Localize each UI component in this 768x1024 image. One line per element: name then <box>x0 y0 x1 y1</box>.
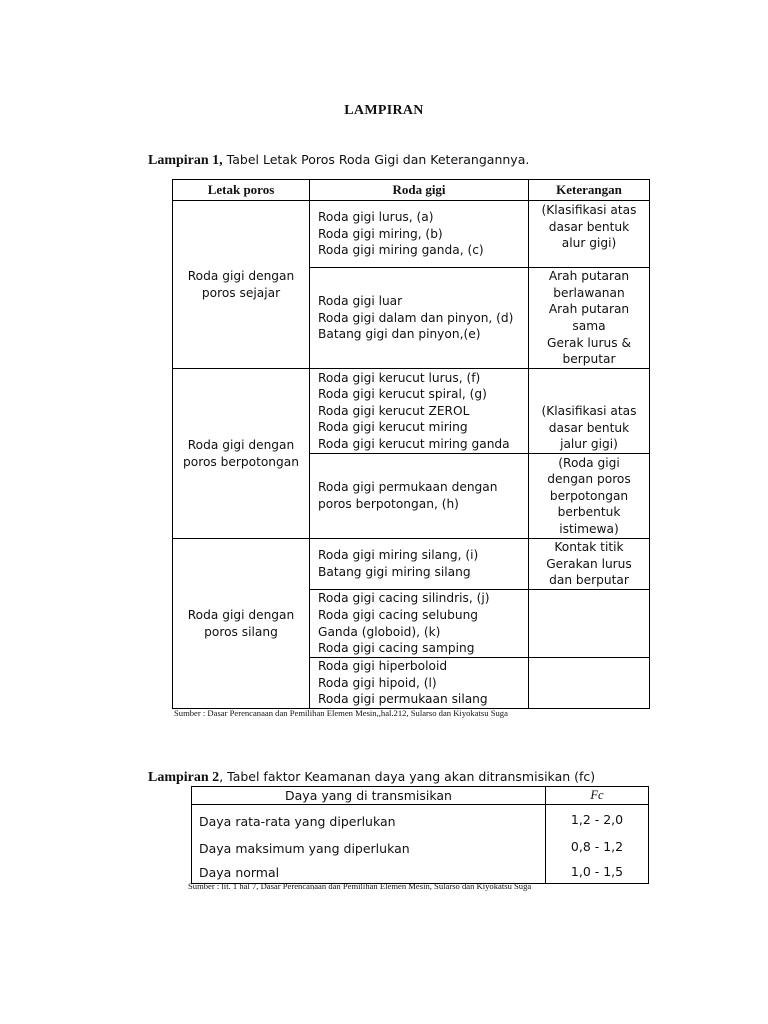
table-row <box>173 369 650 454</box>
lampiran-2-caption-text: , Tabel faktor Keamanan daya yang akan ditransmisikan (fc) <box>219 769 596 784</box>
page-title: LAMPIRAN <box>344 103 424 118</box>
roda-gigi-line: Roda gigi miring silang, (i) <box>318 548 479 563</box>
roda-gigi-cell <box>310 268 529 369</box>
daya-name: Daya rata-rata yang diperlukan <box>199 813 396 829</box>
roda-gigi-cell <box>310 201 529 268</box>
daya-name-cell <box>192 833 546 860</box>
letak-poros-cell <box>173 539 310 709</box>
keterangan-line: (Roda gigi <box>558 455 620 470</box>
lampiran-1-label: Lampiran 1, <box>148 153 223 168</box>
roda-gigi-line: Roda gigi kerucut ZEROL <box>318 403 470 418</box>
roda-gigi-line: Roda gigi cacing silindris, (j) <box>318 591 490 606</box>
keterangan-cell <box>529 454 650 539</box>
fc-value: 0,8 - 1,2 <box>570 839 624 854</box>
fc-value: 1,0 - 1,5 <box>570 864 624 879</box>
fc-value-cell <box>546 833 649 860</box>
roda-gigi-line: poros berpotongan, (h) <box>318 497 459 511</box>
keterangan-line: dengan poros <box>547 472 631 487</box>
header-keterangan: Keterangan <box>529 180 650 201</box>
keterangan-line: dasar bentuk <box>548 219 630 234</box>
header-daya: Daya yang di transmisikan <box>192 787 546 805</box>
table-header-row <box>173 180 650 201</box>
lampiran-1-caption-text: Tabel Letak Poros Roda Gigi dan Keterangannya. <box>222 152 530 167</box>
roda-gigi-cell <box>310 539 529 590</box>
keterangan-cell <box>529 268 650 369</box>
keterangan-line: berbentuk <box>557 505 621 520</box>
lampiran-2-label: Lampiran 2 <box>148 770 220 785</box>
roda-gigi-line: Roda gigi kerucut miring <box>318 420 468 435</box>
keterangan-line: Gerak lurus & <box>547 335 631 350</box>
lampiran-2-source: Sumber : lit. 1 hal 7, Dasar Perencanaan dan Pemilihan Elemen Mesin, Sularso dan Kiyokatsu Suga <box>188 881 532 891</box>
keterangan-cell <box>529 539 650 590</box>
gear-axis-table <box>172 179 650 709</box>
roda-gigi-line: Roda gigi kerucut spiral, (g) <box>318 387 487 402</box>
header-letak-poros: Letak poros <box>173 180 310 201</box>
lampiran-1-caption <box>148 152 529 169</box>
roda-gigi-line: Roda gigi permukaan silang <box>318 692 488 707</box>
keterangan-line: dan berputar <box>549 573 629 588</box>
letak-poros-line: Roda gigi dengan <box>187 268 295 283</box>
keterangan-line: Kontak titik <box>554 540 624 555</box>
roda-gigi-line: Roda gigi hipoid, (l) <box>318 675 437 690</box>
table-row <box>192 833 649 860</box>
keterangan-line: berputar <box>562 352 616 367</box>
safety-factor-table <box>191 786 649 884</box>
keterangan-cell-empty <box>529 658 650 709</box>
letak-poros-cell <box>173 369 310 539</box>
letak-poros-line: poros berpotongan <box>183 454 299 469</box>
roda-gigi-line: Batang gigi dan pinyon,(e) <box>318 327 481 342</box>
keterangan-line: istimewa) <box>559 521 619 536</box>
keterangan-line: Arah putaran <box>548 269 630 284</box>
lampiran-1-source: Sumber : Dasar Perencanaan dan Pemilihan Elemen Mesin,,hal.212, Sularso dan Kiyokatsu Suga <box>174 708 508 718</box>
keterangan-line: alur gigi) <box>561 236 617 251</box>
letak-poros-line: poros silang <box>204 624 278 639</box>
table-row <box>173 539 650 590</box>
roda-gigi-line: Roda gigi dalam dan pinyon, (d) <box>318 310 514 325</box>
roda-gigi-cell <box>310 590 529 658</box>
roda-gigi-cell <box>310 369 529 454</box>
keterangan-cell <box>529 201 650 268</box>
table-row <box>173 201 650 268</box>
fc-value: 1,2 - 2,0 <box>570 811 624 827</box>
letak-poros-line: Roda gigi dengan <box>187 607 295 622</box>
header-fc: Fc <box>546 787 649 805</box>
roda-gigi-line: Roda gigi cacing selubung <box>318 607 479 622</box>
roda-gigi-line: Roda gigi cacing samping <box>318 641 475 656</box>
letak-poros-cell <box>173 201 310 369</box>
lampiran-2-caption <box>148 769 595 786</box>
keterangan-cell <box>529 369 650 454</box>
keterangan-line: berlawanan <box>553 285 625 300</box>
keterangan-line: (Klasifikasi atas <box>541 203 637 217</box>
roda-gigi-line: Batang gigi miring silang <box>318 565 471 579</box>
daya-name-cell <box>192 860 546 884</box>
roda-gigi-cell <box>310 454 529 539</box>
roda-gigi-line: Roda gigi kerucut miring ganda <box>318 436 510 451</box>
keterangan-line: dasar bentuk <box>548 420 630 435</box>
roda-gigi-line: Ganda (globoid), (k) <box>318 624 441 639</box>
header-roda-gigi: Roda gigi <box>310 180 529 201</box>
keterangan-line: sama <box>572 319 606 333</box>
keterangan-cell-empty <box>529 590 650 658</box>
roda-gigi-line: Roda gigi miring ganda, (c) <box>318 243 484 258</box>
fc-value-cell <box>546 860 649 884</box>
keterangan-line: jalur gigi) <box>560 437 618 452</box>
letak-poros-line: poros sejajar <box>201 285 281 300</box>
daya-name-cell <box>192 805 546 834</box>
roda-gigi-line: Roda gigi miring, (b) <box>318 226 443 241</box>
keterangan-line: Arah putaran <box>548 302 630 317</box>
roda-gigi-line: Roda gigi luar <box>318 294 403 309</box>
roda-gigi-line: Roda gigi hiperboloid <box>318 659 448 674</box>
keterangan-line: Gerakan lurus <box>546 556 632 571</box>
roda-gigi-line: Roda gigi lurus, (a) <box>318 210 434 225</box>
table-row <box>192 860 649 884</box>
fc-value-cell <box>546 805 649 834</box>
roda-gigi-line: Roda gigi permukaan dengan <box>318 480 498 495</box>
keterangan-line: berpotongan <box>549 488 629 503</box>
roda-gigi-cell <box>310 658 529 709</box>
table-header-row <box>192 787 649 805</box>
table-row <box>192 805 649 834</box>
keterangan-line: (Klasifikasi atas <box>541 404 637 419</box>
daya-name: Daya normal <box>199 865 280 880</box>
roda-gigi-line: Roda gigi kerucut lurus, (f) <box>318 370 481 385</box>
daya-name: Daya maksimum yang diperlukan <box>199 840 410 856</box>
letak-poros-line: Roda gigi dengan <box>187 437 295 452</box>
